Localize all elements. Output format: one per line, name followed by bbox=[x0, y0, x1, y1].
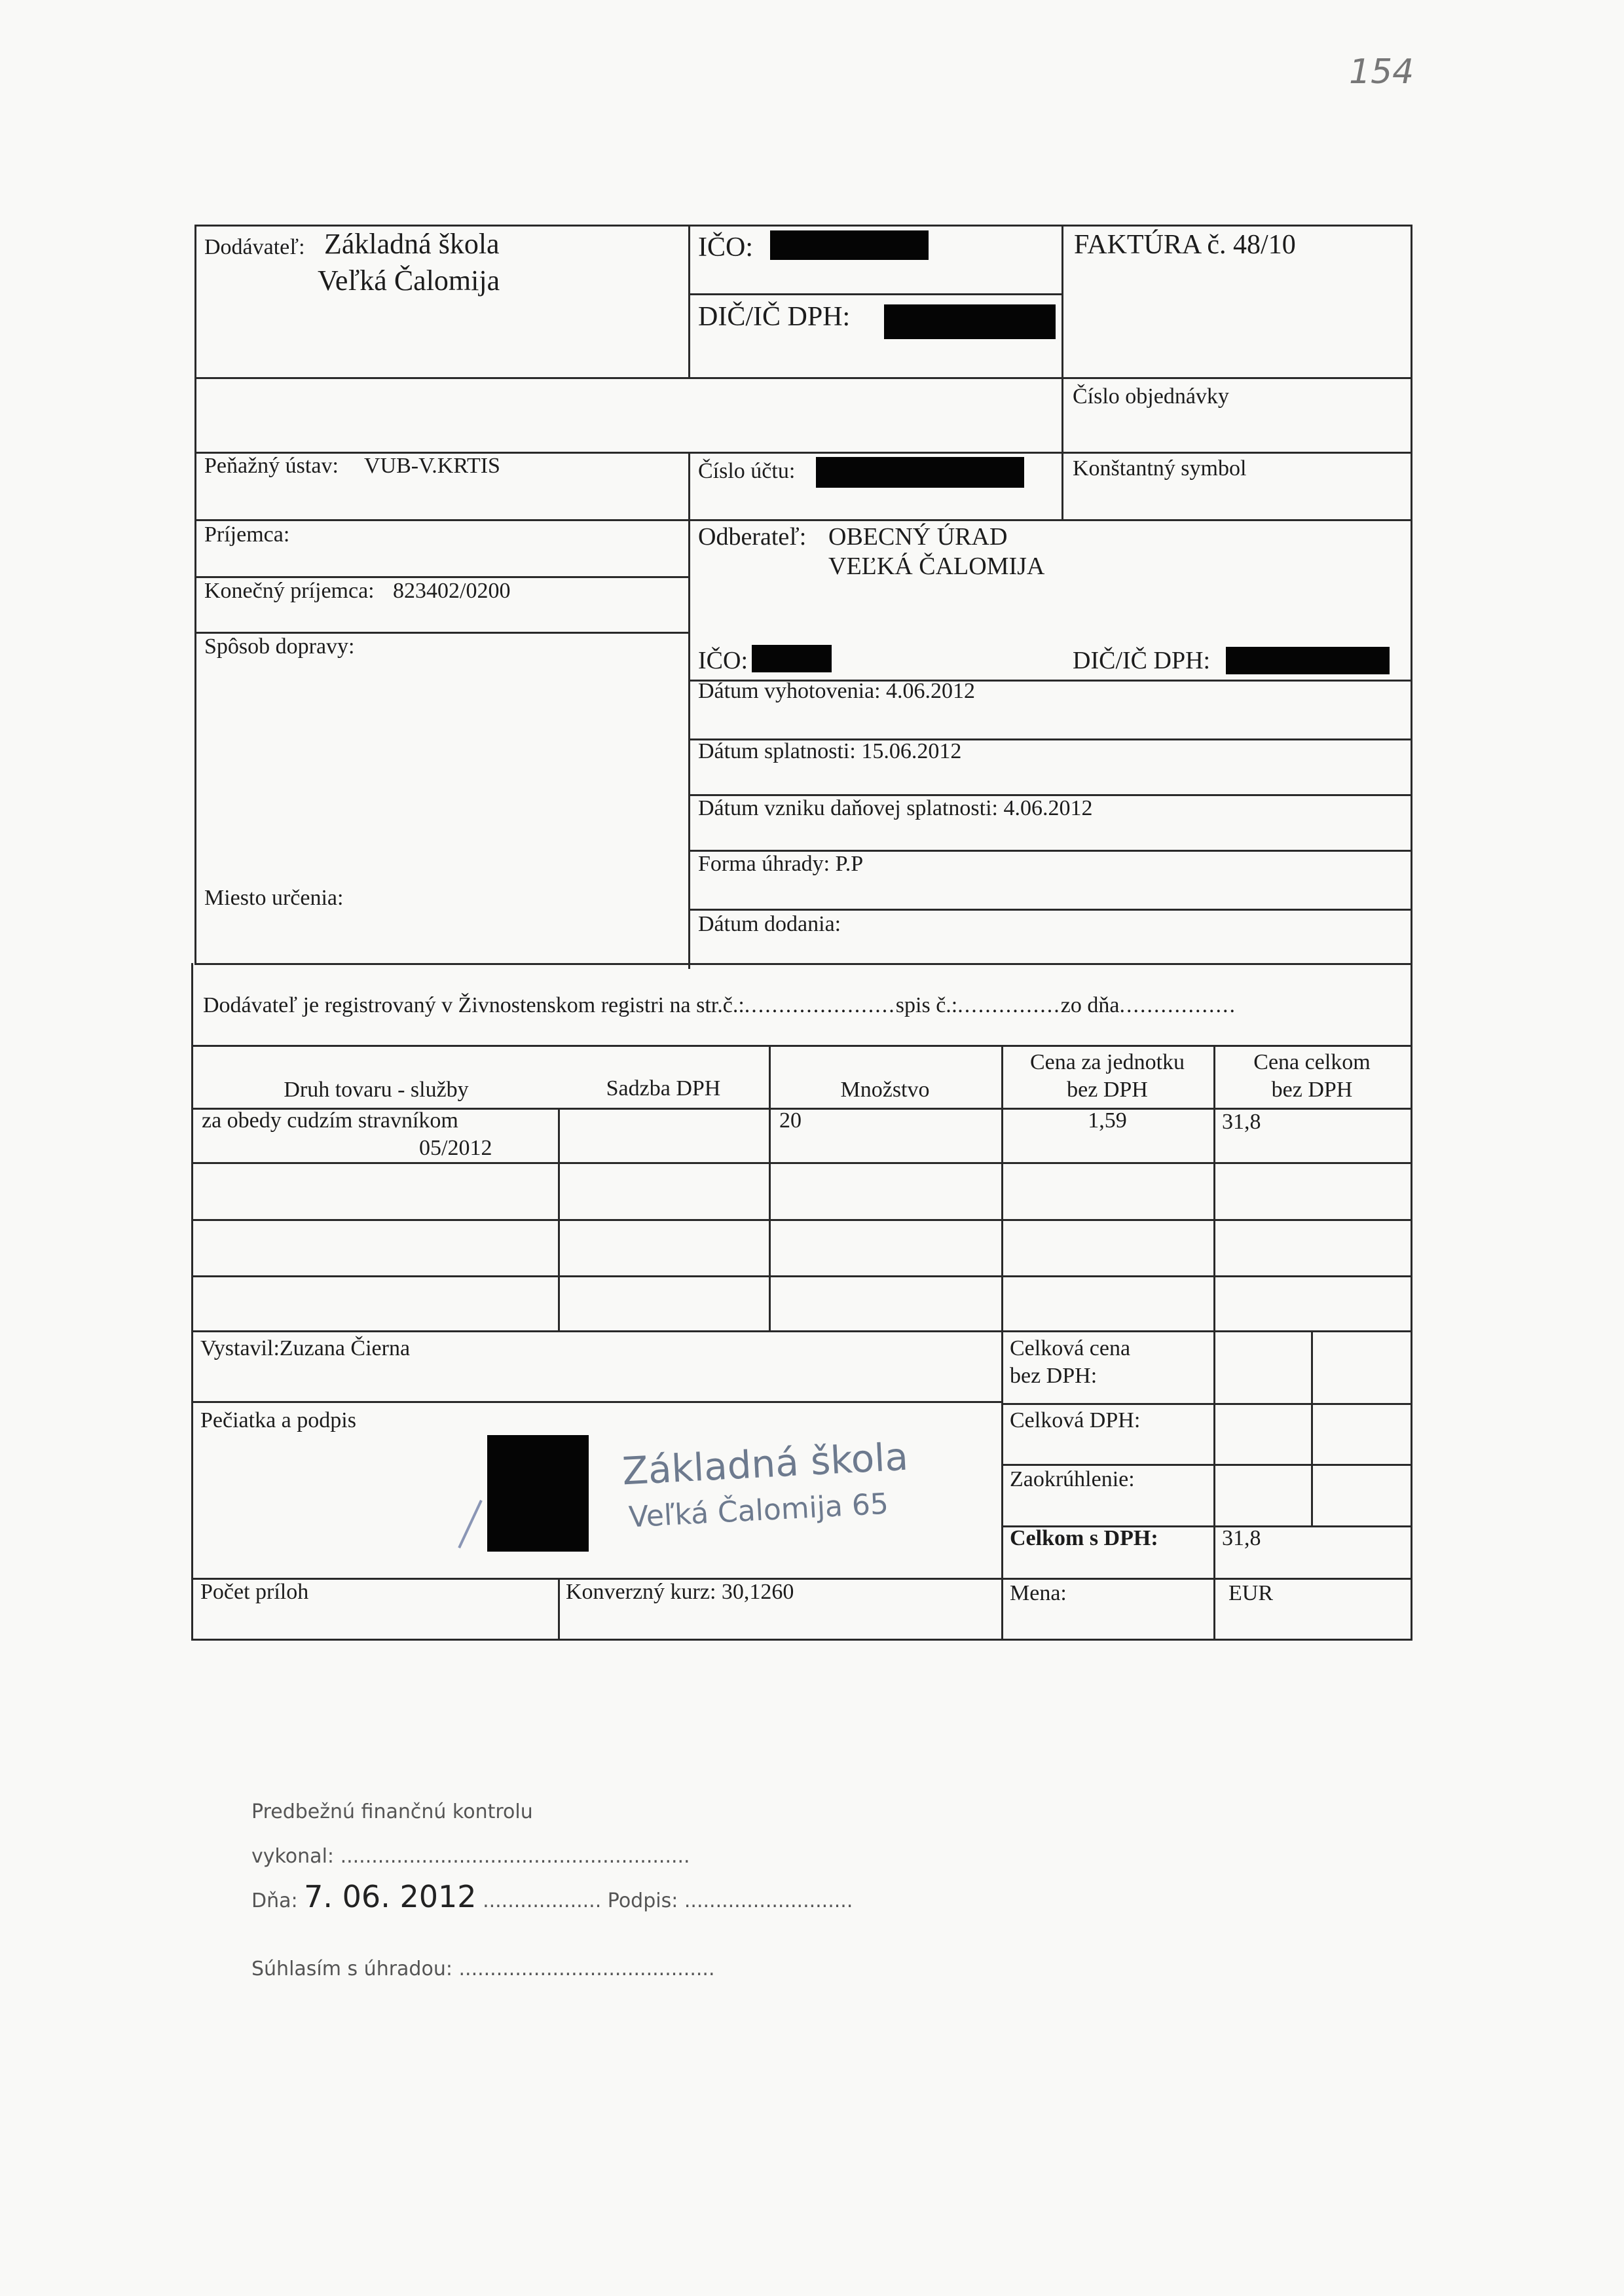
gross-total-value: 31,8 bbox=[1222, 1526, 1261, 1550]
final-recipient-value: 823402/0200 bbox=[393, 579, 511, 603]
customer-label: Odberateľ: bbox=[698, 523, 807, 551]
control-performed-dots: ........................................................ bbox=[340, 1845, 690, 1868]
item-total: 31,8 bbox=[1222, 1110, 1261, 1134]
total-net-label-1: Celková cena bbox=[1010, 1336, 1131, 1360]
redacted-account bbox=[816, 457, 1024, 488]
gross-total-label: Celkom s DPH: bbox=[1010, 1526, 1158, 1550]
control-date-dots: ................... bbox=[483, 1889, 602, 1912]
dic-label: DIČ/IČ DPH: bbox=[698, 302, 851, 332]
customer-line2: VEĽKÁ ČALOMIJA bbox=[828, 553, 1045, 580]
page-number-note: 154 bbox=[1349, 52, 1414, 92]
currency-label: Mena: bbox=[1010, 1581, 1067, 1605]
column-total-1: Cena celkom bbox=[1253, 1050, 1371, 1074]
column-quantity: Množstvo bbox=[840, 1078, 930, 1102]
supplier-name-line2: Veľká Čalomija bbox=[318, 264, 500, 297]
transport-label: Spôsob dopravy: bbox=[204, 634, 355, 659]
control-date-value: 7. 06. 2012 bbox=[304, 1879, 477, 1914]
ico-label: IČO: bbox=[698, 232, 753, 263]
currency-value: EUR bbox=[1228, 1581, 1273, 1605]
attachments-label: Počet príloh bbox=[200, 1580, 309, 1604]
item-description-1: za obedy cudzím stravníkom bbox=[202, 1108, 458, 1133]
item-description-2: 05/2012 bbox=[419, 1136, 492, 1160]
item-quantity: 20 bbox=[779, 1108, 802, 1133]
control-signature-label: Podpis: bbox=[607, 1889, 678, 1912]
item-unit-price: 1,59 bbox=[1088, 1108, 1127, 1133]
stamp-signature-label: Pečiatka a podpis bbox=[200, 1408, 356, 1432]
redacted-customer-ico bbox=[752, 645, 832, 672]
registry-dots-2: ............... bbox=[957, 993, 1061, 1017]
tax-date: Dátum vzniku daňovej splatnosti: 4.06.2012 bbox=[698, 796, 1093, 820]
registry-text-1: Dodávateľ je registrovaný v Živnostenskom registri na str.č.: bbox=[203, 993, 745, 1017]
control-date-label: Dňa: bbox=[251, 1889, 298, 1912]
customer-ico-label: IČO: bbox=[698, 647, 748, 674]
school-stamp-line1: Základná škola bbox=[621, 1434, 910, 1494]
registry-line bbox=[203, 993, 1236, 1018]
delivery-date-label: Dátum dodania: bbox=[698, 912, 841, 936]
recipient-label: Príjemca: bbox=[204, 522, 290, 547]
registry-text-2: spis č.: bbox=[895, 993, 958, 1017]
issued-by: Vystavil:Zuzana Čierna bbox=[200, 1336, 411, 1360]
destination-label: Miesto určenia: bbox=[204, 886, 344, 910]
supplier-label: Dodávateľ: bbox=[204, 235, 305, 259]
control-consent bbox=[251, 1958, 714, 1980]
redacted-dic bbox=[884, 304, 1056, 339]
column-unit-price-2: bez DPH bbox=[1067, 1078, 1148, 1102]
order-number-label: Číslo objednávky bbox=[1073, 384, 1229, 409]
control-date-row bbox=[251, 1879, 853, 1914]
pen-stroke bbox=[458, 1500, 482, 1548]
exchange-rate: Konverzný kurz: 30,1260 bbox=[566, 1580, 794, 1604]
redacted-customer-dic bbox=[1226, 647, 1390, 674]
column-goods: Druh tovaru - služby bbox=[284, 1078, 469, 1102]
total-vat-label: Celková DPH: bbox=[1010, 1408, 1141, 1432]
final-recipient-label: Konečný príjemca: bbox=[204, 579, 375, 603]
registry-dots-3: ................. bbox=[1119, 993, 1236, 1017]
registry-text-3: zo dňa bbox=[1060, 993, 1120, 1017]
redacted-signature bbox=[487, 1435, 589, 1552]
column-total-2: bez DPH bbox=[1271, 1078, 1353, 1102]
control-consent-label: Súhlasím s úhradou: bbox=[251, 1958, 452, 1980]
customer-dic-label: DIČ/IČ DPH: bbox=[1073, 647, 1211, 674]
control-consent-dots: ......................................... bbox=[458, 1958, 715, 1980]
customer-line1: OBECNÝ ÚRAD bbox=[828, 523, 1008, 551]
due-date: Dátum splatnosti: 15.06.2012 bbox=[698, 739, 962, 763]
total-net-label-2: bez DPH: bbox=[1010, 1364, 1098, 1388]
invoice-title: FAKTÚRA č. 48/10 bbox=[1074, 230, 1296, 260]
control-performed-label: vykonal: bbox=[251, 1845, 335, 1868]
redacted-ico bbox=[770, 230, 929, 260]
constant-symbol-label: Konštantný symbol bbox=[1073, 456, 1247, 481]
control-signature-dots: ........................... bbox=[684, 1889, 853, 1912]
bank-value: VUB-V.KRTIS bbox=[364, 454, 500, 478]
account-label: Číslo účtu: bbox=[698, 459, 796, 483]
issue-date: Dátum vyhotovenia: 4.06.2012 bbox=[698, 679, 976, 703]
bank-label: Peňažný ústav: bbox=[204, 454, 339, 478]
rounding-label: Zaokrúhlenie: bbox=[1010, 1467, 1135, 1491]
payment-form: Forma úhrady: P.P bbox=[698, 852, 864, 876]
registry-dots-1: ...................... bbox=[744, 993, 896, 1017]
column-unit-price-1: Cena za jednotku bbox=[1029, 1050, 1185, 1074]
control-performed bbox=[251, 1845, 690, 1868]
control-title: Predbežnú finančnú kontrolu bbox=[251, 1800, 533, 1823]
supplier-name-line1: Základná škola bbox=[324, 228, 500, 260]
column-vat-rate: Sadzba DPH bbox=[606, 1076, 721, 1101]
school-stamp-line2: Veľká Čalomija 65 bbox=[627, 1487, 890, 1535]
